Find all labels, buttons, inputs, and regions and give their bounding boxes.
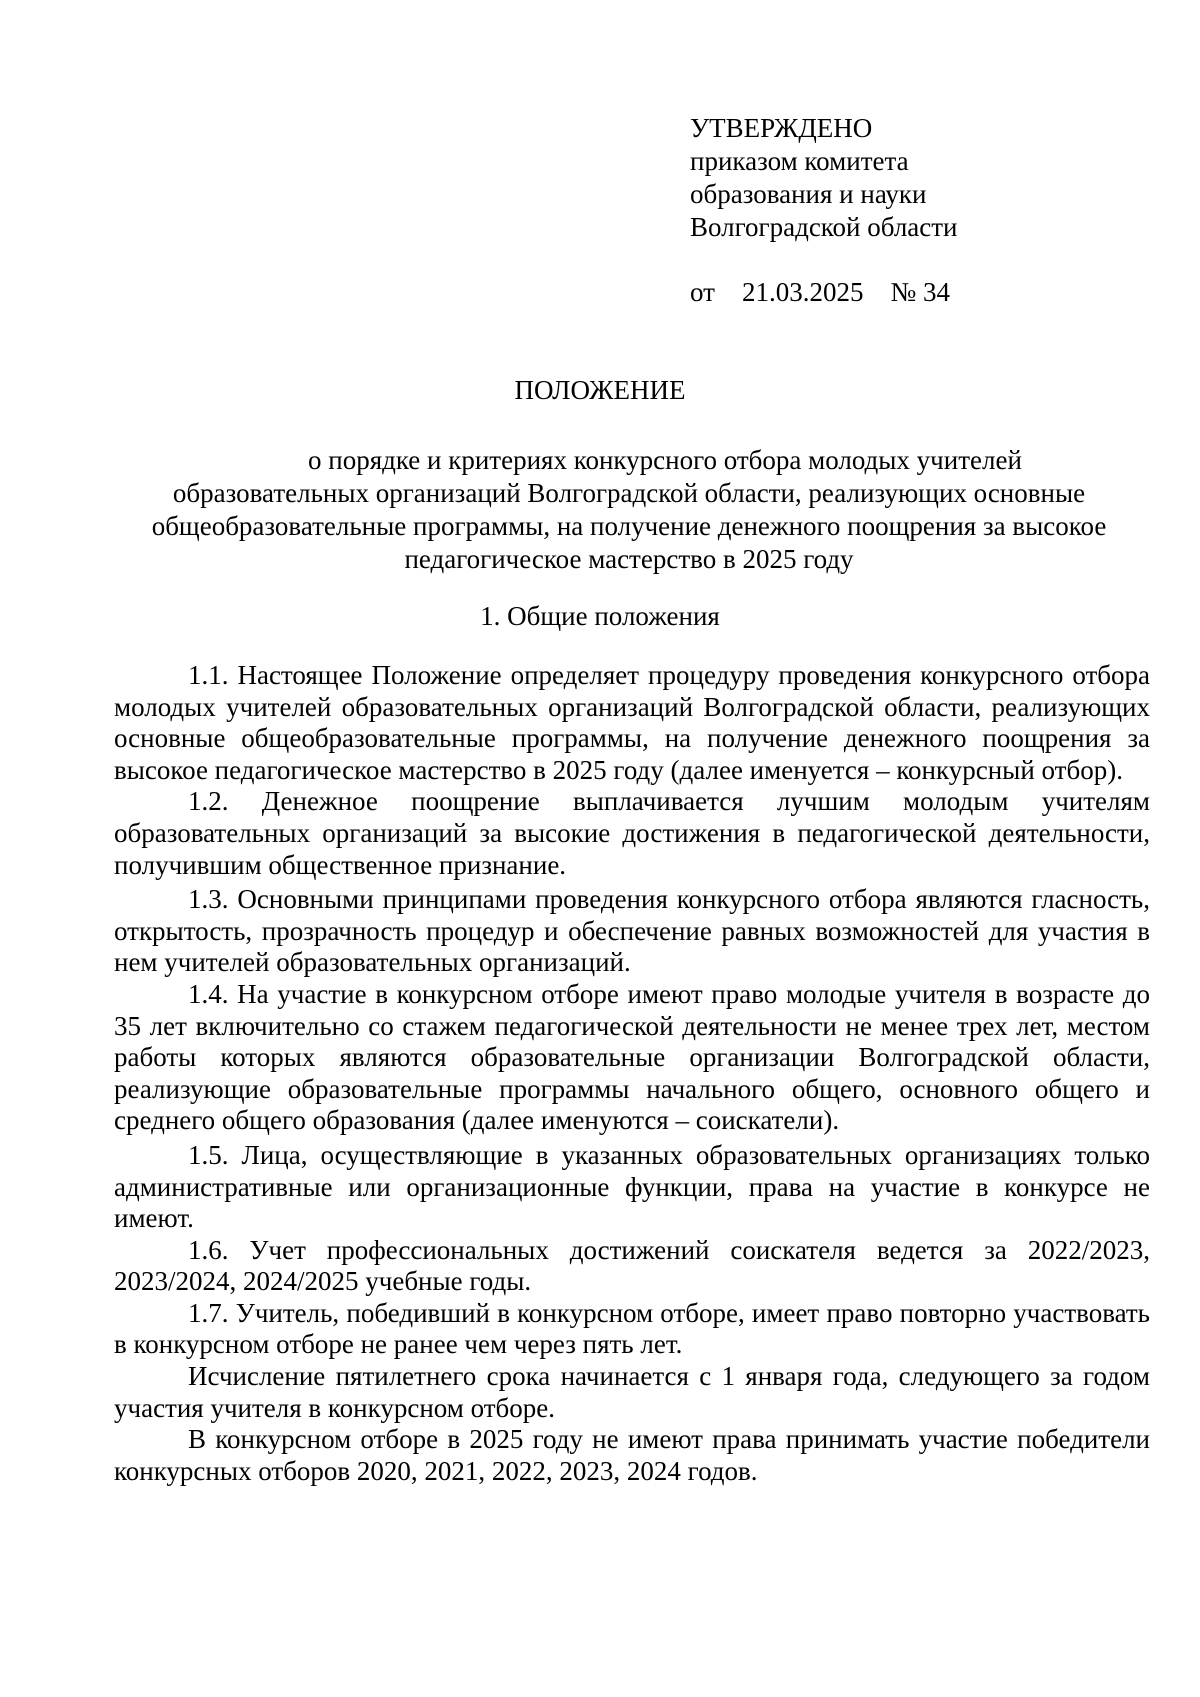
paragraph-2025-restriction: В конкурсном отборе в 2025 году не имеют права принимать участие победители конкурсных отборов 2020, 2021, 2022, 2023, 2024 годов. bbox=[114, 1424, 1150, 1486]
paragraph-1-1: 1.1. Настоящее Положение определяет процедуру проведения конкурсного отбора молодых учителей образовательных организаций Волгоградской области, реализующих основные общеобразовательные программы, на получение денежного поощрения за высокое педагогическое мастерство в 2025 году (далее именуется – конкурсный отбор). bbox=[114, 660, 1150, 785]
section-body bbox=[114, 660, 1150, 1487]
paragraph-1-4: 1.4. На участие в конкурсном отборе имеют право молодые учителя в возрасте до 35 лет включительно со стажем педагогической деятельности не менее трех лет, местом работы которых являются образовательные организации Волгоградской области, реализующие образовательные программы начального общего, основного общего и среднего общего образования (далее именуются – соискатели). bbox=[114, 978, 1150, 1136]
document-subtitle bbox=[114, 444, 1144, 576]
approval-block bbox=[690, 112, 958, 309]
subtitle-rest: образовательных организаций Волгоградской области, реализующих основные общеобразовательные программы, на получение денежного поощрения за высокое педагогическое мастерство в 2025 году bbox=[151, 478, 1107, 574]
approval-committee-line: образования и науки bbox=[690, 179, 927, 209]
order-number: № 34 bbox=[890, 277, 950, 307]
order-reference bbox=[690, 276, 958, 309]
paragraph-1-5: 1.5. Лица, осуществляющие в указанных образовательных организациях только административные или организационные функции, права на участие в конкурсе не имеют. bbox=[114, 1139, 1150, 1234]
section-heading: 1. Общие положения bbox=[480, 601, 720, 631]
order-prefix: от bbox=[690, 277, 715, 307]
approval-region-line: Волгоградской области bbox=[690, 212, 958, 242]
paragraph-1-6: 1.6. Учет профессиональных достижений соискателя ведется за 2022/2023, 2023/2024, 2024/2025 учебные годы. bbox=[114, 1234, 1150, 1297]
paragraph-1-2: 1.2. Денежное поощрение выплачивается лучшим молодым учителям образовательных организаций за высокие достижения в педагогической деятельности, получившим общественное признание. bbox=[114, 786, 1150, 880]
subtitle-first-line: о порядке и критериях конкурсного отбора молодых учителей bbox=[308, 445, 1022, 475]
approval-order-line: приказом комитета bbox=[690, 146, 909, 176]
paragraph-term-calculation: Исчисление пятилетнего срока начинается с 1 января года, следующего за годом участия учителя в конкурсном отборе. bbox=[114, 1361, 1150, 1423]
order-date: 21.03.2025 bbox=[741, 277, 864, 307]
paragraph-1-3: 1.3. Основными принципами проведения конкурсного отбора являются гласность, открытость, прозрачность процедур и обеспечение равных возможностей для участия в нем учителей образовательных организаций. bbox=[114, 884, 1150, 978]
paragraph-1-7: 1.7. Учитель, победивший в конкурсном отборе, имеет право повторно участвовать в конкурсном отборе не ранее чем через пять лет. bbox=[114, 1297, 1150, 1360]
document-title: ПОЛОЖЕНИЕ bbox=[514, 375, 686, 405]
approval-stamp-title: УТВЕРЖДЕНО bbox=[690, 113, 873, 143]
